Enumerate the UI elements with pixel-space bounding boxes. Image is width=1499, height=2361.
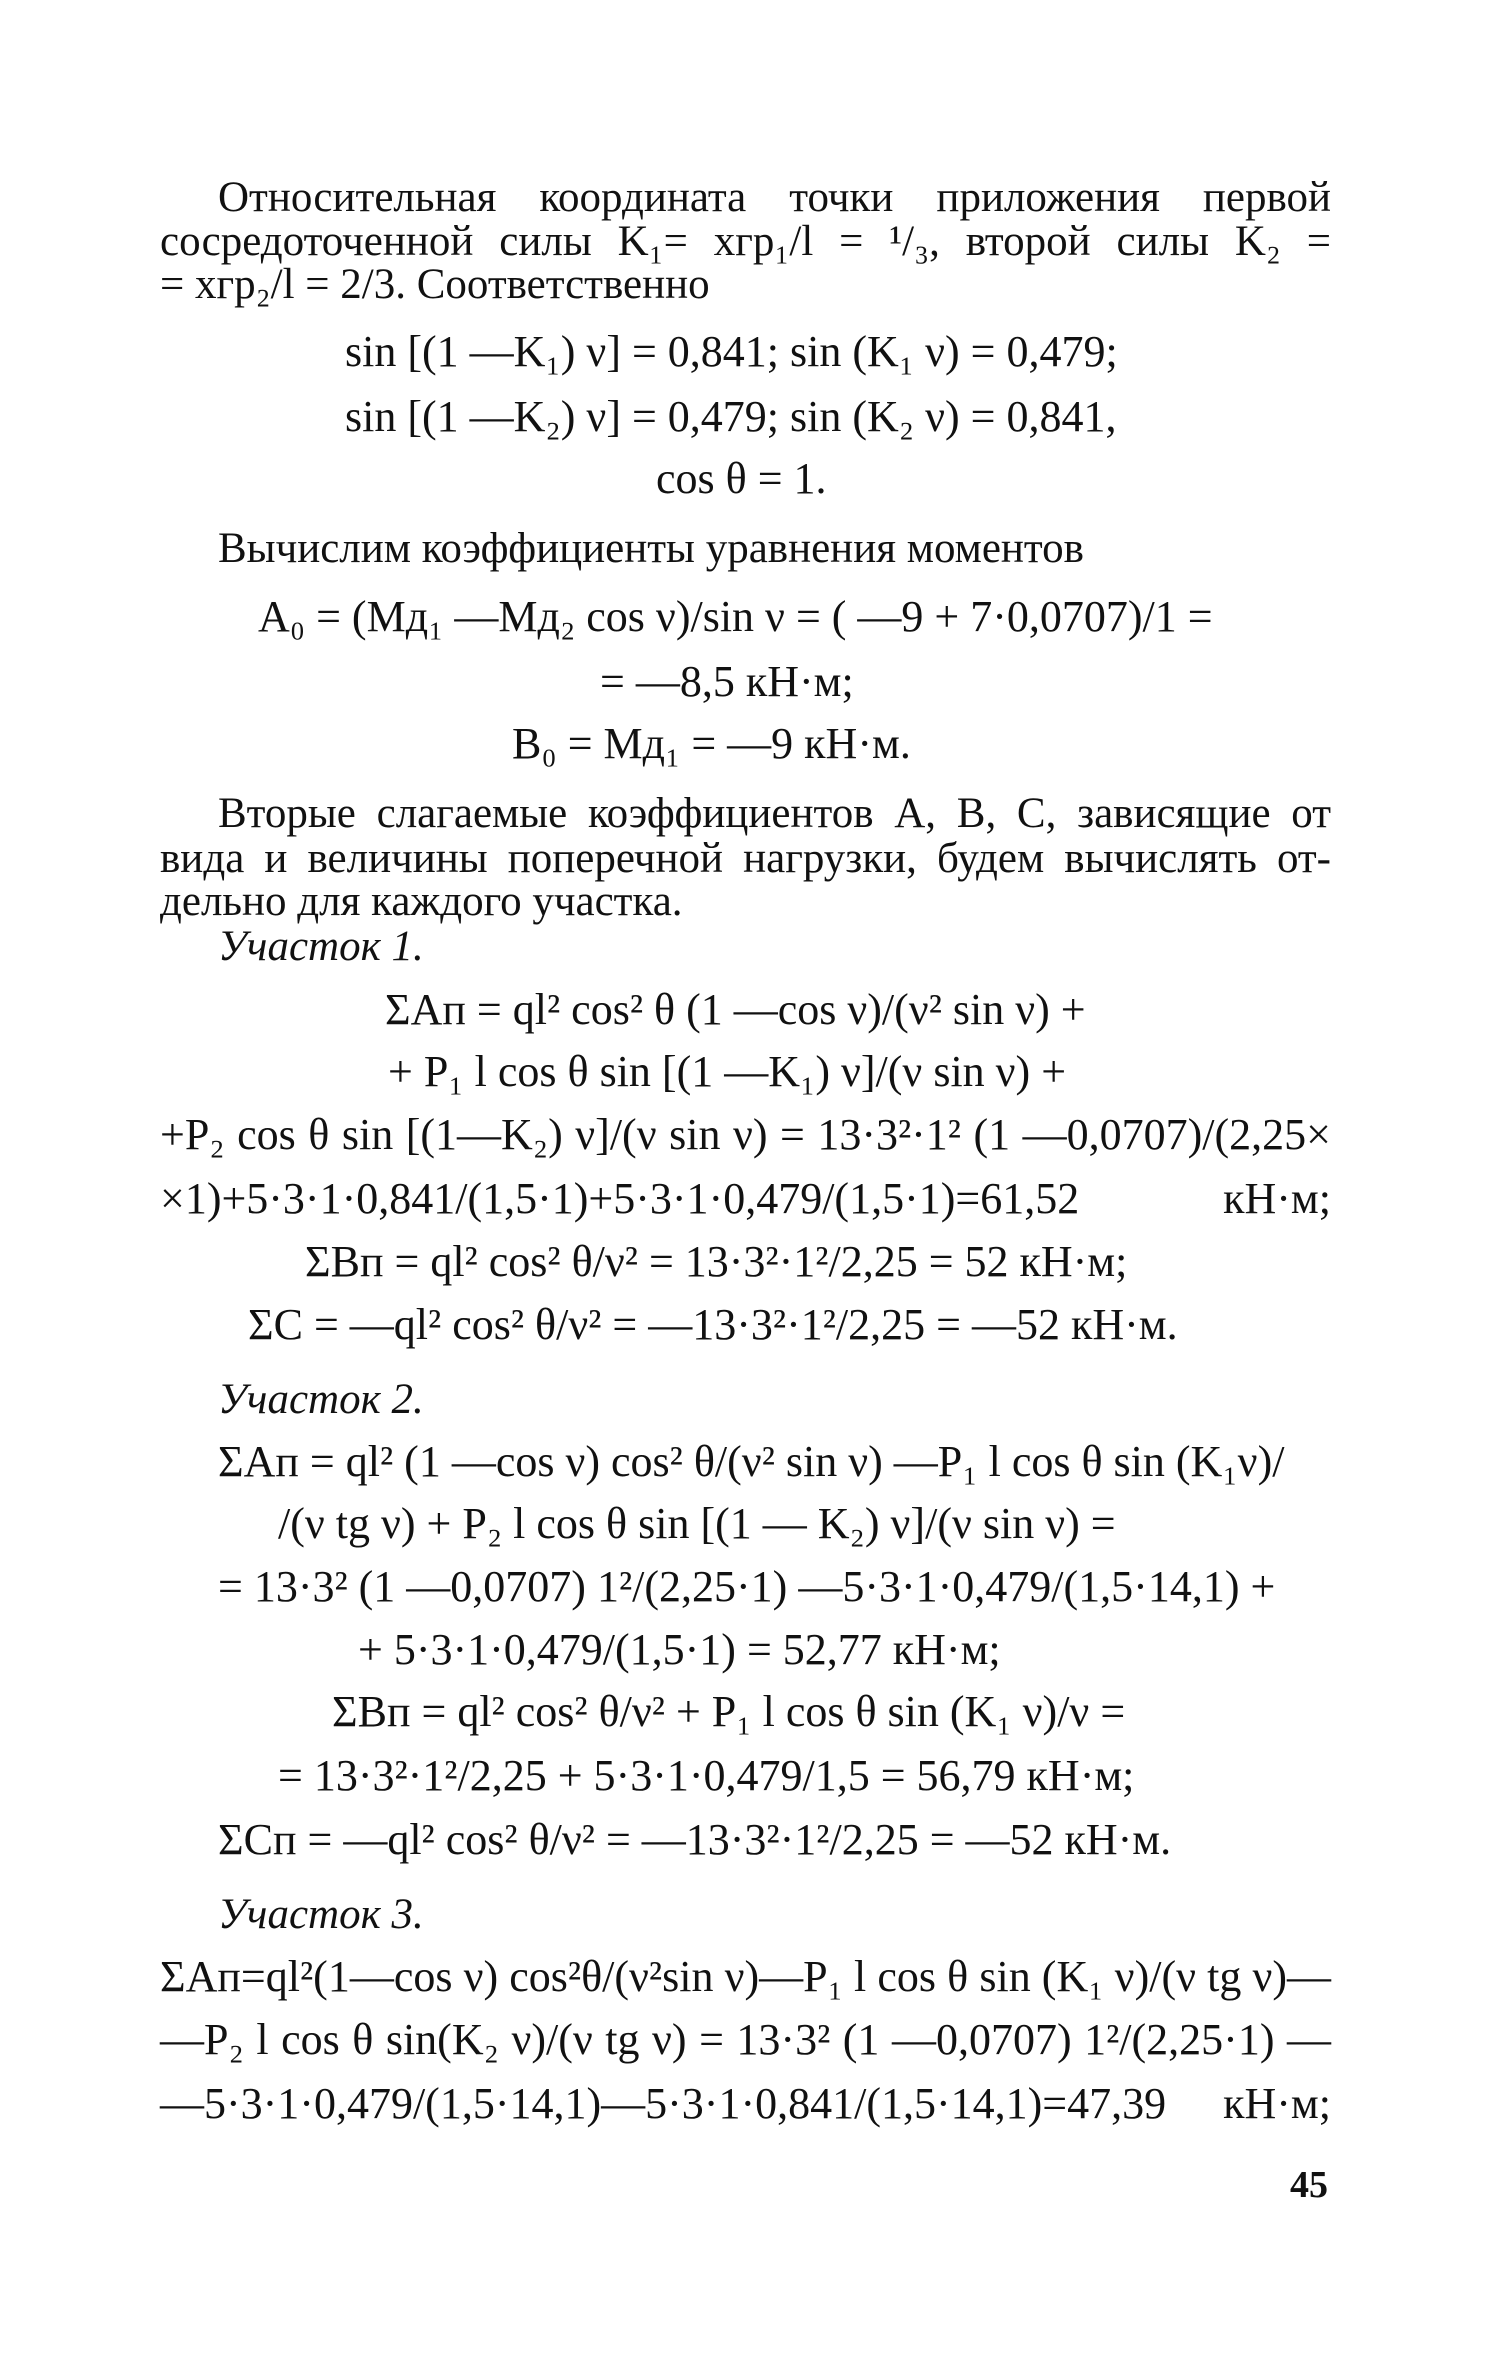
formula-b0: B₀ = Mд₁ = —9 кН·м.: [512, 719, 911, 768]
formula-section3-a-1: ΣAп=ql²(1—cos ν) cos²θ/(ν²sin ν)—P₁ l cos θ sin (K₁ ν)/(ν tg ν)—: [160, 1952, 1331, 2001]
formula-section2-a-4: + 5·3·1·0,479/(1,5·1) = 52,77 кН·м;: [358, 1625, 1001, 1674]
formula-cos-theta: cos θ = 1.: [656, 454, 827, 503]
formula-section1-b: ΣBп = ql² cos² θ/ν² = 13·3²·1²/2,25 = 52 кН·м;: [305, 1237, 1128, 1286]
formula-section2-b-2: = 13·3²·1²/2,25 + 5·3·1·0,479/1,5 = 56,79 кН·м;: [278, 1751, 1135, 1800]
para-1-line-2: сосредоточенной силы K₁= xгр₁/l = ¹/₃, второй силы K₂ =: [160, 218, 1331, 265]
para-3-line-3: дельно для каждого участка.: [160, 878, 683, 925]
formula-section1-a-2: + P₁ l cos θ sin [(1 —K₁) ν]/(ν sin ν) +: [388, 1047, 1067, 1096]
section-heading-3: Участок 3.: [218, 1891, 424, 1938]
formula-section3-a-2: —P₂ l cos θ sin(K₂ ν)/(ν tg ν) = 13·3² (1 —0,0707) 1²/(2,25·1) —: [160, 2015, 1331, 2064]
formula-section1-a-1: ΣAп = ql² cos² θ (1 —cos ν)/(ν² sin ν) +: [385, 985, 1086, 1034]
section-heading-1: Участок 1.: [218, 923, 424, 970]
para-3-line-1: Вторые слагаемые коэффициентов A, B, C, зависящие от: [218, 790, 1331, 837]
formula-sin-k1: sin [(1 —K₁) ν] = 0,841; sin (K₁ ν) = 0,479;: [345, 327, 1118, 376]
formula-section3-a-3: —5·3·1·0,479/(1,5·14,1)—5·3·1·0,841/(1,5·14,1)=47,39 кН·м;: [160, 2079, 1331, 2128]
formula-a0: A₀ = (Mд₁ —Mд₂ cos ν)/sin ν = ( —9 + 7·0,0707)/1 =: [258, 592, 1213, 641]
formula-section2-a-3: = 13·3² (1 —0,0707) 1²/(2,25·1) —5·3·1·0,479/(1,5·14,1) +: [218, 1562, 1276, 1611]
para-2-line-1: Вычислим коэффициенты уравнения моментов: [218, 525, 1084, 572]
para-1-line-3: = xгр₂/l = 2/3. Соответственно: [160, 261, 710, 308]
formula-section1-c: ΣC = —ql² cos² θ/ν² = —13·3²·1²/2,25 = —52 кН·м.: [248, 1300, 1178, 1349]
formula-section2-b-1: ΣBп = ql² cos² θ/ν² + P₁ l cos θ sin (K₁ ν)/ν =: [332, 1687, 1126, 1736]
para-1-line-1: Относительная координата точки приложения первой: [218, 174, 1331, 221]
formula-section1-a-4: ×1)+5·3·1·0,841/(1,5·1)+5·3·1·0,479/(1,5·1)=61,52 кН·м;: [160, 1174, 1331, 1223]
formula-section1-a-3: +P₂ cos θ sin [(1—K₂) ν]/(ν sin ν) = 13·3²·1² (1 —0,0707)/(2,25×: [160, 1110, 1331, 1159]
formula-sin-k2: sin [(1 —K₂) ν] = 0,479; sin (K₂ ν) = 0,841,: [345, 392, 1117, 441]
formula-section2-a-1: ΣAп = ql² (1 —cos ν) cos² θ/(ν² sin ν) —P₁ l cos θ sin (K₁ν)/: [218, 1437, 1285, 1486]
formula-a0-result: = —8,5 кН·м;: [600, 657, 854, 706]
formula-section2-a-2: /(ν tg ν) + P₂ l cos θ sin [(1 — K₂) ν]/(ν sin ν) =: [278, 1499, 1116, 1548]
formula-section2-c: ΣCп = —ql² cos² θ/ν² = —13·3²·1²/2,25 = —52 кН·м.: [218, 1815, 1172, 1864]
page-number: 45: [1290, 2164, 1328, 2206]
para-3-line-2: вида и величины поперечной нагрузки, будем вычислять от-: [160, 835, 1331, 882]
section-heading-2: Участок 2.: [218, 1376, 424, 1423]
